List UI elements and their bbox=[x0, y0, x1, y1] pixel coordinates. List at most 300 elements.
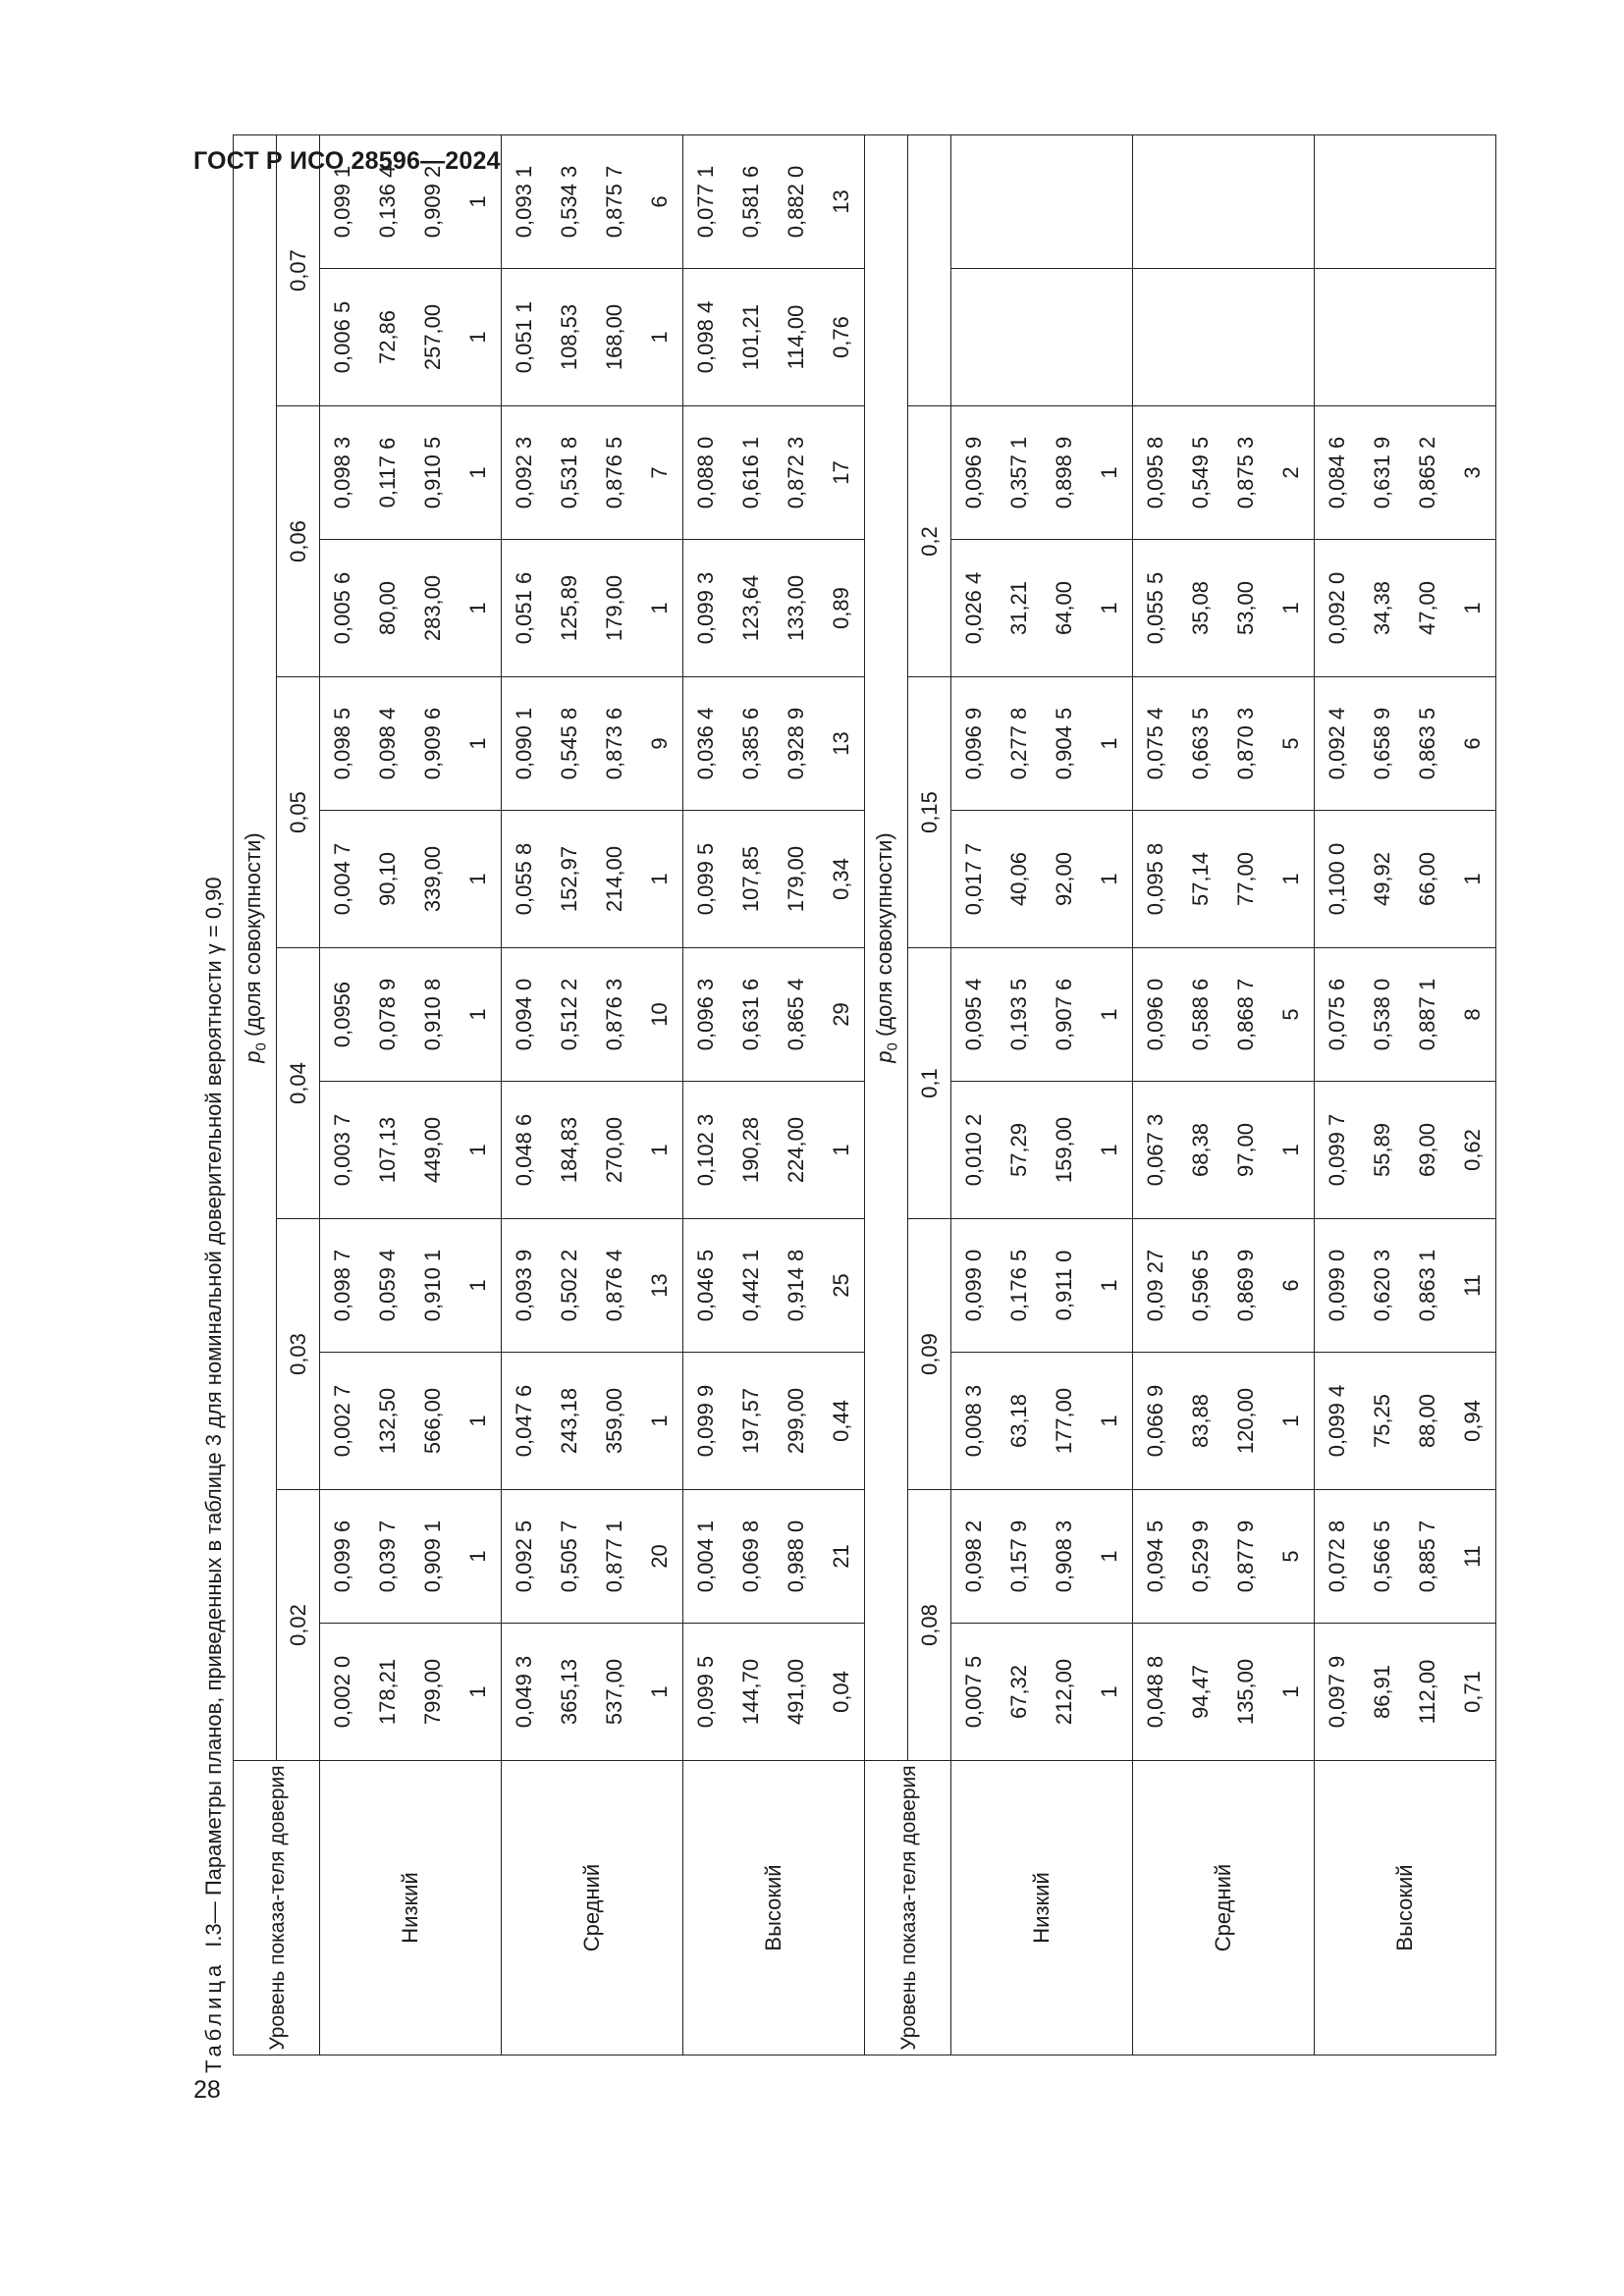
cell-value: 9 bbox=[647, 737, 672, 750]
value-cell bbox=[1133, 1082, 1315, 1219]
cell-value: 1 bbox=[1097, 1550, 1121, 1563]
cell-value bbox=[1223, 269, 1269, 405]
cell-value: 1 bbox=[465, 466, 490, 479]
cell-value: 97,00 bbox=[1233, 1122, 1258, 1178]
cell-value: 197,57 bbox=[738, 1387, 763, 1455]
value-cell bbox=[1133, 677, 1315, 811]
value-cell bbox=[502, 540, 683, 677]
cell-value: 0,512 2 bbox=[557, 978, 581, 1051]
cell-value: 0,193 5 bbox=[1006, 978, 1031, 1051]
cell-value: 0,098 4 bbox=[375, 707, 400, 780]
cell-value: 0,077 1 bbox=[693, 165, 718, 239]
value-cell bbox=[683, 1490, 865, 1624]
value-cell bbox=[683, 406, 865, 540]
cell-value bbox=[1315, 135, 1360, 268]
value-cell bbox=[320, 135, 502, 269]
cell-value: 0,099 6 bbox=[330, 1520, 354, 1593]
cell-value: 0,078 9 bbox=[375, 978, 400, 1051]
cell-value: 0,046 5 bbox=[693, 1249, 718, 1322]
confidence-level: Средний bbox=[502, 1761, 683, 2056]
cell-value: 0,534 3 bbox=[557, 165, 581, 239]
value-cell bbox=[1315, 677, 1496, 811]
cell-value: 283,00 bbox=[420, 574, 445, 642]
cell-value: 0,100 0 bbox=[1325, 842, 1349, 916]
cell-value: 0,865 2 bbox=[1415, 436, 1439, 509]
value-cell bbox=[1133, 406, 1315, 540]
value-cell bbox=[502, 135, 683, 269]
cell-value: 0,885 7 bbox=[1415, 1520, 1439, 1593]
cell-value: 0,71 bbox=[1460, 1671, 1485, 1713]
cell-value: 179,00 bbox=[784, 845, 808, 913]
cell-value: 0,099 0 bbox=[1325, 1249, 1349, 1322]
cell-value: 47,00 bbox=[1415, 580, 1439, 636]
cell-value: 0,631 9 bbox=[1370, 436, 1394, 509]
cell-value: 0,531 8 bbox=[557, 436, 581, 509]
cell-value: 0,098 4 bbox=[693, 300, 718, 374]
cell-value: 0,898 9 bbox=[1052, 436, 1076, 509]
cell-value: 0,099 5 bbox=[693, 842, 718, 916]
cell-value: 0,909 1 bbox=[420, 1520, 445, 1593]
cell-value: 1 bbox=[465, 331, 490, 344]
cell-value: 0,090 1 bbox=[512, 707, 536, 780]
cell-value bbox=[1133, 135, 1178, 268]
cell-value: 114,00 bbox=[784, 304, 808, 370]
cell-value: 92,00 bbox=[1052, 851, 1076, 907]
cell-value: 0,157 9 bbox=[1006, 1520, 1031, 1593]
cell-value bbox=[997, 269, 1042, 405]
p0-header bbox=[234, 135, 277, 1761]
page-number: 28 bbox=[193, 2076, 221, 2104]
p0-value-header: 0,09 bbox=[908, 1219, 951, 1490]
cell-value: 31,21 bbox=[1006, 580, 1031, 636]
cell-value: 1 bbox=[465, 1415, 490, 1427]
cell-value: 1 bbox=[647, 331, 672, 344]
value-cell bbox=[951, 1353, 1133, 1490]
value-cell bbox=[502, 406, 683, 540]
table-caption bbox=[195, 110, 233, 2073]
cell-value: 107,85 bbox=[738, 845, 763, 913]
cell-value: 1 bbox=[1097, 466, 1121, 479]
cell-value: 13 bbox=[829, 731, 853, 756]
cell-value: 55,89 bbox=[1370, 1122, 1394, 1178]
cell-value: 5 bbox=[1278, 737, 1303, 750]
cell-value: 0,075 6 bbox=[1325, 978, 1349, 1051]
cell-value: 1 bbox=[1278, 1144, 1303, 1156]
cell-value: 0,088 0 bbox=[693, 436, 718, 509]
rotated-table-area bbox=[193, 100, 1485, 2073]
cell-value: 212,00 bbox=[1052, 1658, 1076, 1726]
cell-value: 0,872 3 bbox=[784, 436, 808, 509]
cell-value: 1 bbox=[465, 1685, 490, 1698]
cell-value: 0,875 7 bbox=[602, 165, 626, 239]
value-cell bbox=[683, 540, 865, 677]
cell-value: 11 bbox=[1460, 1545, 1485, 1568]
cell-value: 123,64 bbox=[738, 574, 763, 642]
cell-value: 152,97 bbox=[557, 845, 581, 913]
cell-value bbox=[951, 135, 997, 268]
cell-value: 0,055 8 bbox=[512, 842, 536, 916]
cell-value: 0,907 6 bbox=[1052, 978, 1076, 1051]
confidence-level: Высокий bbox=[683, 1761, 865, 2056]
cell-value: 0,007 5 bbox=[961, 1655, 986, 1729]
cell-value: 159,00 bbox=[1052, 1116, 1076, 1184]
value-cell bbox=[951, 811, 1133, 948]
value-cell bbox=[320, 1219, 502, 1353]
cell-value: 0,910 1 bbox=[420, 1249, 445, 1322]
cell-value bbox=[1178, 135, 1223, 268]
cell-value: 0,873 6 bbox=[602, 707, 626, 780]
cell-value: 77,00 bbox=[1233, 851, 1258, 907]
cell-value: 6 bbox=[1460, 737, 1485, 750]
cell-value: 0,049 3 bbox=[512, 1655, 536, 1729]
cell-value bbox=[1360, 269, 1405, 405]
cell-value: 190,28 bbox=[738, 1116, 763, 1184]
cell-value: 0,865 4 bbox=[784, 978, 808, 1051]
cell-value: 177,00 bbox=[1052, 1387, 1076, 1455]
cell-value bbox=[1269, 135, 1314, 268]
value-cell bbox=[320, 269, 502, 406]
cell-value: 0,631 6 bbox=[738, 978, 763, 1051]
p0-value-header: 0,1 bbox=[908, 948, 951, 1219]
cell-value: 0,096 9 bbox=[961, 436, 986, 509]
value-cell bbox=[502, 948, 683, 1082]
cell-value: 57,14 bbox=[1188, 851, 1213, 907]
cell-value: 0,067 3 bbox=[1143, 1113, 1167, 1187]
value-cell bbox=[683, 1219, 865, 1353]
cell-value: 0,0956 bbox=[330, 981, 354, 1048]
caption-lead: Таблица bbox=[201, 1960, 226, 2073]
cell-value: 1 bbox=[1278, 1685, 1303, 1698]
cell-value: 0,026 4 bbox=[961, 571, 986, 645]
cell-value: 1 bbox=[465, 1144, 490, 1156]
cell-value: 224,00 bbox=[784, 1116, 808, 1184]
cell-value: 53,00 bbox=[1233, 580, 1258, 636]
cell-value: 107,13 bbox=[375, 1116, 400, 1184]
cell-value: 7 bbox=[647, 466, 672, 479]
cell-value: 0,099 7 bbox=[1325, 1113, 1349, 1187]
cell-value: 0,529 9 bbox=[1188, 1520, 1213, 1593]
cell-value: 64,00 bbox=[1052, 580, 1076, 636]
value-cell bbox=[1315, 1219, 1496, 1353]
cell-value: 1 bbox=[1278, 1415, 1303, 1427]
value-cell bbox=[1133, 1490, 1315, 1624]
cell-value: 566,00 bbox=[420, 1387, 445, 1455]
cell-value: 29 bbox=[829, 1002, 853, 1027]
cell-value: 80,00 bbox=[375, 580, 400, 636]
value-cell bbox=[951, 1490, 1133, 1624]
cell-value: 25 bbox=[829, 1273, 853, 1298]
cell-value bbox=[1405, 269, 1450, 405]
cell-value: 0,908 3 bbox=[1052, 1520, 1076, 1593]
p0-header bbox=[865, 135, 908, 1761]
cell-value: 1 bbox=[1097, 1685, 1121, 1698]
value-cell bbox=[1133, 811, 1315, 948]
cell-value: 0,176 5 bbox=[1006, 1249, 1031, 1322]
cell-value: 0,004 1 bbox=[693, 1520, 718, 1593]
value-cell bbox=[502, 1490, 683, 1624]
value-cell bbox=[951, 540, 1133, 677]
cell-value: 0,036 4 bbox=[693, 707, 718, 780]
cell-value: 1 bbox=[465, 1279, 490, 1292]
cell-value: 0,093 9 bbox=[512, 1249, 536, 1322]
cell-value: 0,911 0 bbox=[1052, 1250, 1076, 1321]
cell-value: 214,00 bbox=[602, 845, 626, 913]
cell-value: 339,00 bbox=[420, 845, 445, 913]
cell-value: 144,70 bbox=[738, 1658, 763, 1726]
cell-value bbox=[997, 135, 1042, 268]
cell-value bbox=[1178, 269, 1223, 405]
cell-value: 0,095 8 bbox=[1143, 436, 1167, 509]
cell-value: 49,92 bbox=[1370, 851, 1394, 907]
value-cell bbox=[683, 677, 865, 811]
value-cell bbox=[1133, 1624, 1315, 1761]
cell-value: 0,098 2 bbox=[961, 1520, 986, 1593]
cell-value: 0,663 5 bbox=[1188, 707, 1213, 780]
cell-value: 108,53 bbox=[557, 303, 581, 371]
cell-value: 0,909 6 bbox=[420, 707, 445, 780]
table-row bbox=[1133, 135, 1315, 2056]
value-cell bbox=[502, 1082, 683, 1219]
cell-value: 0,006 5 bbox=[330, 300, 354, 374]
cell-value: 1 bbox=[465, 873, 490, 885]
cell-value: 0,099 9 bbox=[693, 1384, 718, 1458]
cell-value: 0,616 1 bbox=[738, 436, 763, 509]
confidence-level: Средний bbox=[1133, 1761, 1315, 2056]
value-cell bbox=[1315, 269, 1496, 406]
cell-value: 6 bbox=[1278, 1279, 1303, 1292]
cell-value: 178,21 bbox=[375, 1658, 400, 1726]
cell-value: 537,00 bbox=[602, 1658, 626, 1726]
cell-value: 0,877 9 bbox=[1233, 1520, 1258, 1593]
cell-value: 86,91 bbox=[1370, 1664, 1394, 1720]
cell-value: 0,870 3 bbox=[1233, 707, 1258, 780]
cell-value: 1 bbox=[647, 1144, 672, 1156]
value-cell bbox=[1133, 948, 1315, 1082]
value-cell bbox=[320, 1353, 502, 1490]
cell-value: 1 bbox=[465, 602, 490, 614]
cell-value: 0,095 8 bbox=[1143, 842, 1167, 916]
cell-value: 0,94 bbox=[1460, 1400, 1485, 1442]
cell-value: 1 bbox=[1278, 873, 1303, 885]
cell-value: 1 bbox=[1097, 737, 1121, 750]
cell-value bbox=[1087, 135, 1132, 268]
caption-text: — Параметры планов, приведенных в таблице 3 для номинальной доверительной вероятности γ = 0,90 bbox=[201, 877, 226, 1924]
level-header: Уровень показа-теля доверия bbox=[234, 1761, 320, 2056]
cell-value: 133,00 bbox=[784, 574, 808, 642]
cell-value: 11 bbox=[1460, 1274, 1485, 1297]
value-cell bbox=[502, 677, 683, 811]
value-cell bbox=[951, 677, 1133, 811]
p0-value-header: 0,08 bbox=[908, 1490, 951, 1761]
cell-value: 0,566 5 bbox=[1370, 1520, 1394, 1593]
table-row bbox=[683, 135, 865, 2056]
cell-value bbox=[1133, 269, 1178, 405]
value-cell bbox=[320, 406, 502, 540]
cell-value: 69,00 bbox=[1415, 1122, 1439, 1178]
p0-symbol: p bbox=[871, 1050, 896, 1063]
cell-value: 0,005 6 bbox=[330, 571, 354, 645]
cell-value: 0,89 bbox=[829, 587, 853, 629]
cell-value: 0,863 5 bbox=[1415, 707, 1439, 780]
cell-value bbox=[1315, 269, 1360, 405]
cell-value: 0,098 3 bbox=[330, 436, 354, 509]
table-row bbox=[951, 135, 1133, 2056]
cell-value: 0,538 0 bbox=[1370, 978, 1394, 1051]
cell-value: 0,877 1 bbox=[602, 1520, 626, 1593]
value-cell bbox=[320, 1624, 502, 1761]
cell-value: 0,002 0 bbox=[330, 1655, 354, 1729]
value-cell bbox=[683, 1353, 865, 1490]
cell-value: 0,385 6 bbox=[738, 707, 763, 780]
cell-value: 179,00 bbox=[602, 574, 626, 642]
cell-value: 0,76 bbox=[829, 316, 853, 358]
confidence-level: Низкий bbox=[951, 1761, 1133, 2056]
cell-value: 270,00 bbox=[602, 1116, 626, 1184]
cell-value: 1 bbox=[647, 602, 672, 614]
cell-value: 8 bbox=[1460, 1008, 1485, 1021]
cell-value: 63,18 bbox=[1006, 1393, 1031, 1449]
value-cell bbox=[502, 1353, 683, 1490]
value-cell bbox=[951, 1624, 1133, 1761]
cell-value: 83,88 bbox=[1188, 1393, 1213, 1449]
cell-value: 1 bbox=[647, 873, 672, 885]
confidence-level: Высокий bbox=[1315, 1761, 1496, 2056]
cell-value: 0,003 7 bbox=[330, 1113, 354, 1187]
cell-value: 0,34 bbox=[829, 858, 853, 900]
cell-value: 0,505 7 bbox=[557, 1520, 581, 1593]
cell-value: 0,004 7 bbox=[330, 842, 354, 916]
cell-value: 1 bbox=[1097, 1008, 1121, 1021]
cell-value: 0,545 8 bbox=[557, 707, 581, 780]
cell-value bbox=[1269, 269, 1314, 405]
cell-value: 1 bbox=[1097, 873, 1121, 885]
value-cell bbox=[1315, 540, 1496, 677]
value-cell bbox=[1315, 811, 1496, 948]
cell-value: 0,055 5 bbox=[1143, 571, 1167, 645]
cell-value: 0,069 8 bbox=[738, 1520, 763, 1593]
cell-value: 0,875 3 bbox=[1233, 436, 1258, 509]
cell-value: 0,098 7 bbox=[330, 1249, 354, 1322]
cell-value: 5 bbox=[1278, 1550, 1303, 1563]
value-cell bbox=[683, 948, 865, 1082]
p0-value-header: 0,06 bbox=[277, 406, 320, 677]
cell-value: 491,00 bbox=[784, 1658, 808, 1726]
cell-value: 0,008 3 bbox=[961, 1384, 986, 1458]
cell-value: 21 bbox=[829, 1544, 853, 1569]
cell-value: 125,89 bbox=[557, 574, 581, 642]
value-cell bbox=[502, 269, 683, 406]
value-cell bbox=[320, 811, 502, 948]
value-cell bbox=[683, 1082, 865, 1219]
cell-value: 0,620 3 bbox=[1370, 1249, 1394, 1322]
cell-value: 6 bbox=[647, 195, 672, 208]
cell-value: 1 bbox=[1097, 1415, 1121, 1427]
cell-value bbox=[1042, 269, 1087, 405]
cell-value: 0,099 5 bbox=[693, 1655, 718, 1729]
caption-id: I.3 bbox=[201, 1923, 226, 1948]
cell-value: 0,549 5 bbox=[1188, 436, 1213, 509]
value-cell bbox=[502, 1624, 683, 1761]
value-cell bbox=[1315, 135, 1496, 269]
value-cell bbox=[683, 269, 865, 406]
p0-subscript: 0 bbox=[252, 1042, 270, 1051]
cell-value: 1 bbox=[1460, 873, 1485, 885]
cell-value: 120,00 bbox=[1233, 1387, 1258, 1455]
p0-value-header: 0,15 bbox=[908, 677, 951, 948]
cell-value: 0,04 bbox=[829, 1671, 853, 1713]
cell-value: 449,00 bbox=[420, 1116, 445, 1184]
value-cell bbox=[683, 135, 865, 269]
level-header: Уровень показа-теля доверия bbox=[865, 1761, 951, 2056]
cell-value: 1 bbox=[1097, 1279, 1121, 1292]
cell-value: 0,051 6 bbox=[512, 571, 536, 645]
value-cell bbox=[1315, 1624, 1496, 1761]
p0-value-header: 0,04 bbox=[277, 948, 320, 1219]
cell-value: 0,136 4 bbox=[375, 165, 400, 239]
cell-value: 1 bbox=[1097, 1144, 1121, 1156]
value-cell bbox=[1315, 1082, 1496, 1219]
cell-value: 1 bbox=[829, 1144, 853, 1156]
cell-value: 0,887 1 bbox=[1415, 978, 1439, 1051]
cell-value: 34,38 bbox=[1370, 580, 1394, 636]
cell-value bbox=[1450, 269, 1495, 405]
cell-value: 0,097 9 bbox=[1325, 1655, 1349, 1729]
cell-value: 0,096 3 bbox=[693, 978, 718, 1051]
cell-value: 0,066 9 bbox=[1143, 1384, 1167, 1458]
cell-value bbox=[1223, 135, 1269, 268]
p0-symbol: p bbox=[240, 1050, 265, 1063]
parameters-table bbox=[233, 134, 1496, 2056]
cell-value: 1 bbox=[465, 1008, 490, 1021]
cell-value: 132,50 bbox=[375, 1387, 400, 1455]
cell-value: 0,502 2 bbox=[557, 1249, 581, 1322]
cell-value: 0,002 7 bbox=[330, 1384, 354, 1458]
cell-value: 0,658 9 bbox=[1370, 707, 1394, 780]
cell-value: 0,010 2 bbox=[961, 1113, 986, 1187]
p0-subscript: 0 bbox=[884, 1042, 901, 1051]
cell-value: 0,096 0 bbox=[1143, 978, 1167, 1051]
cell-value: 0,588 6 bbox=[1188, 978, 1213, 1051]
cell-value: 0,017 7 bbox=[961, 842, 986, 916]
value-cell bbox=[320, 948, 502, 1082]
cell-value: 0,904 5 bbox=[1052, 707, 1076, 780]
value-cell bbox=[502, 1219, 683, 1353]
cell-value: 3 bbox=[1460, 466, 1485, 479]
cell-value: 13 bbox=[829, 189, 853, 214]
value-cell bbox=[1315, 1353, 1496, 1490]
cell-value: 67,32 bbox=[1006, 1664, 1031, 1720]
value-cell bbox=[320, 1082, 502, 1219]
cell-value: 0,882 0 bbox=[784, 165, 808, 239]
value-cell bbox=[1315, 948, 1496, 1082]
cell-value: 0,868 7 bbox=[1233, 978, 1258, 1051]
cell-value: 0,596 5 bbox=[1188, 1249, 1213, 1322]
cell-value: 1 bbox=[465, 1550, 490, 1563]
cell-value: 40,06 bbox=[1006, 851, 1031, 907]
value-cell bbox=[1133, 135, 1315, 269]
p0-value-header: 0,07 bbox=[277, 135, 320, 406]
cell-value: 68,38 bbox=[1188, 1122, 1213, 1178]
value-cell bbox=[320, 1490, 502, 1624]
cell-value: 1 bbox=[1460, 602, 1485, 614]
value-cell bbox=[951, 1219, 1133, 1353]
table-row bbox=[1315, 135, 1496, 2056]
cell-value: 0,909 2 bbox=[420, 165, 445, 239]
cell-value: 0,910 8 bbox=[420, 978, 445, 1051]
cell-value: 13 bbox=[647, 1273, 672, 1298]
value-cell bbox=[320, 677, 502, 811]
cell-value: 0,098 5 bbox=[330, 707, 354, 780]
